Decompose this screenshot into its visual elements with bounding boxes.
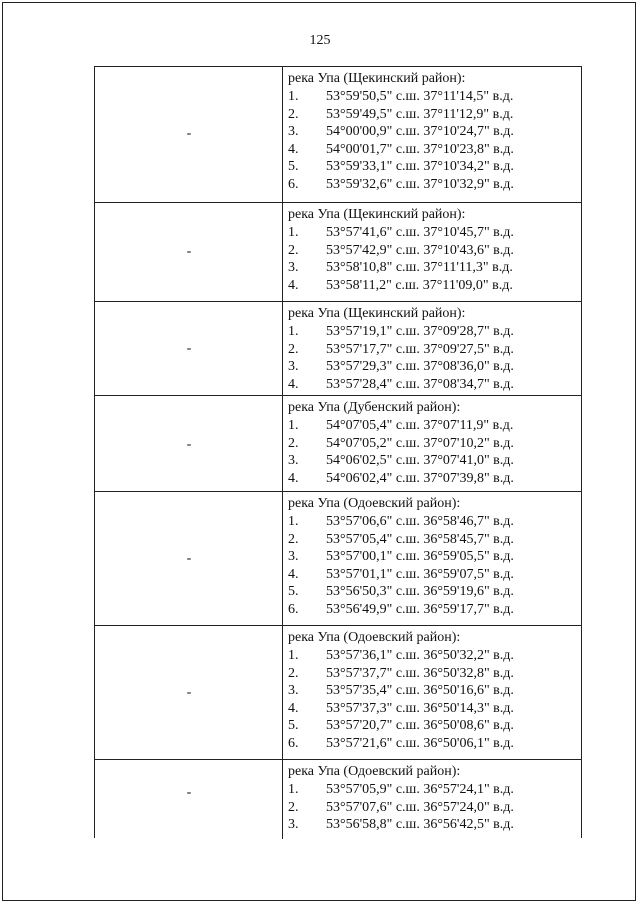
table-row — [95, 302, 581, 396]
coordinate-line: 4. 54°06'02,4" с.ш. 37°07'39,8" в.д. — [288, 470, 514, 486]
coordinate-line: 1. 53°57'36,1" с.ш. 36°50'32,2" в.д. — [288, 648, 514, 663]
coordinate-line: 1. 53°57'06,6" с.ш. 36°58'46,7" в.д. — [288, 514, 514, 529]
left-cell — [95, 396, 283, 491]
coordinate-line: 1. 53°57'19,1" с.ш. 37°09'28,7" в.д. — [288, 324, 514, 339]
table-row — [95, 396, 581, 492]
right-cell — [284, 626, 581, 759]
left-cell — [95, 760, 283, 839]
table-row — [95, 203, 581, 302]
dash-mark: - — [186, 685, 192, 700]
coordinate-line: 1. 53°57'05,9" с.ш. 36°57'24,1" в.д. — [288, 782, 514, 797]
section-heading: река Упа (Щекинский район): — [288, 71, 466, 86]
dash-mark: - — [186, 341, 192, 356]
right-cell — [284, 396, 581, 491]
coordinate-line: 2. 53°57'17,7" с.ш. 37°09'27,5" в.д. — [288, 341, 514, 357]
right-cell — [284, 203, 581, 301]
table-row — [95, 626, 581, 760]
coordinate-line: 6. 53°57'21,6" с.ш. 36°50'06,1" в.д. — [288, 735, 514, 751]
table-row — [95, 760, 581, 839]
coordinate-line: 1. 53°57'41,6" с.ш. 37°10'45,7" в.д. — [288, 225, 514, 240]
coordinate-line: 4. 53°57'28,4" с.ш. 37°08'34,7" в.д. — [288, 376, 514, 392]
section-heading: река Упа (Щекинский район): — [288, 207, 466, 222]
right-cell — [284, 67, 581, 202]
section-heading: река Упа (Одоевский район): — [288, 764, 461, 779]
dash-mark: - — [186, 437, 192, 452]
left-cell — [95, 203, 283, 301]
page-number: 125 — [309, 33, 331, 48]
coordinate-line: 3. 53°57'29,3" с.ш. 37°08'36,0" в.д. — [288, 359, 514, 374]
coordinate-line: 3. 54°06'02,5" с.ш. 37°07'41,0" в.д. — [288, 453, 514, 468]
coordinate-line: 5. 53°59'33,1" с.ш. 37°10'34,2" в.д. — [288, 159, 514, 174]
left-cell — [95, 626, 283, 759]
coordinate-line: 4. 53°58'11,2" с.ш. 37°11'09,0" в.д. — [288, 277, 513, 293]
coordinate-line: 6. 53°59'32,6" с.ш. 37°10'32,9" в.д. — [288, 176, 514, 192]
left-cell — [95, 492, 283, 625]
section-heading: река Упа (Одоевский район): — [288, 630, 461, 645]
coordinate-line: 4. 53°57'01,1" с.ш. 36°59'07,5" в.д. — [288, 566, 514, 582]
right-cell — [284, 302, 581, 395]
coordinate-line: 3. 54°00'00,9" с.ш. 37°10'24,7" в.д. — [288, 124, 514, 139]
right-cell — [284, 760, 581, 839]
table-row — [95, 492, 581, 626]
coordinate-line: 2. 53°57'37,7" с.ш. 36°50'32,8" в.д. — [288, 665, 514, 681]
coordinate-line: 3. 53°56'58,8" с.ш. 36°56'42,5" в.д. — [288, 817, 514, 832]
table-row — [95, 67, 581, 203]
coordinate-line: 4. 53°57'37,3" с.ш. 36°50'14,3" в.д. — [288, 700, 514, 716]
coordinate-line: 5. 53°57'20,7" с.ш. 36°50'08,6" в.д. — [288, 718, 514, 733]
coordinates-table — [94, 66, 582, 838]
dash-mark: - — [186, 785, 192, 800]
coordinate-line: 1. 54°07'05,4" с.ш. 37°07'11,9" в.д. — [288, 418, 514, 433]
left-cell — [95, 302, 283, 395]
coordinate-line: 3. 53°57'00,1" с.ш. 36°59'05,5" в.д. — [288, 549, 514, 564]
coordinate-line: 2. 53°57'05,4" с.ш. 36°58'45,7" в.д. — [288, 531, 514, 547]
coordinate-line: 3. 53°57'35,4" с.ш. 36°50'16,6" в.д. — [288, 683, 514, 698]
coordinate-line: 2. 54°07'05,2" с.ш. 37°07'10,2" в.д. — [288, 435, 514, 451]
section-heading: река Упа (Щекинский район): — [288, 306, 466, 321]
section-heading: река Упа (Одоевский район): — [288, 496, 461, 511]
coordinate-line: 5. 53°56'50,3" с.ш. 36°59'19,6" в.д. — [288, 584, 514, 599]
coordinate-line: 6. 53°56'49,9" с.ш. 36°59'17,7" в.д. — [288, 601, 514, 617]
coordinate-line: 1. 53°59'50,5" с.ш. 37°11'14,5" в.д. — [288, 89, 514, 104]
dash-mark: - — [186, 244, 192, 259]
dash-mark: - — [186, 126, 192, 141]
coordinate-line: 2. 53°57'42,9" с.ш. 37°10'43,6" в.д. — [288, 242, 514, 258]
section-heading: река Упа (Дубенский район): — [288, 400, 461, 415]
left-cell — [95, 67, 283, 202]
coordinate-line: 3. 53°58'10,8" с.ш. 37°11'11,3" в.д. — [288, 260, 513, 275]
right-cell — [284, 492, 581, 625]
coordinate-line: 2. 53°57'07,6" с.ш. 36°57'24,0" в.д. — [288, 799, 514, 815]
coordinate-line: 2. 53°59'49,5" с.ш. 37°11'12,9" в.д. — [288, 106, 514, 122]
coordinate-line: 4. 54°00'01,7" с.ш. 37°10'23,8" в.д. — [288, 141, 514, 157]
dash-mark: - — [186, 551, 192, 566]
